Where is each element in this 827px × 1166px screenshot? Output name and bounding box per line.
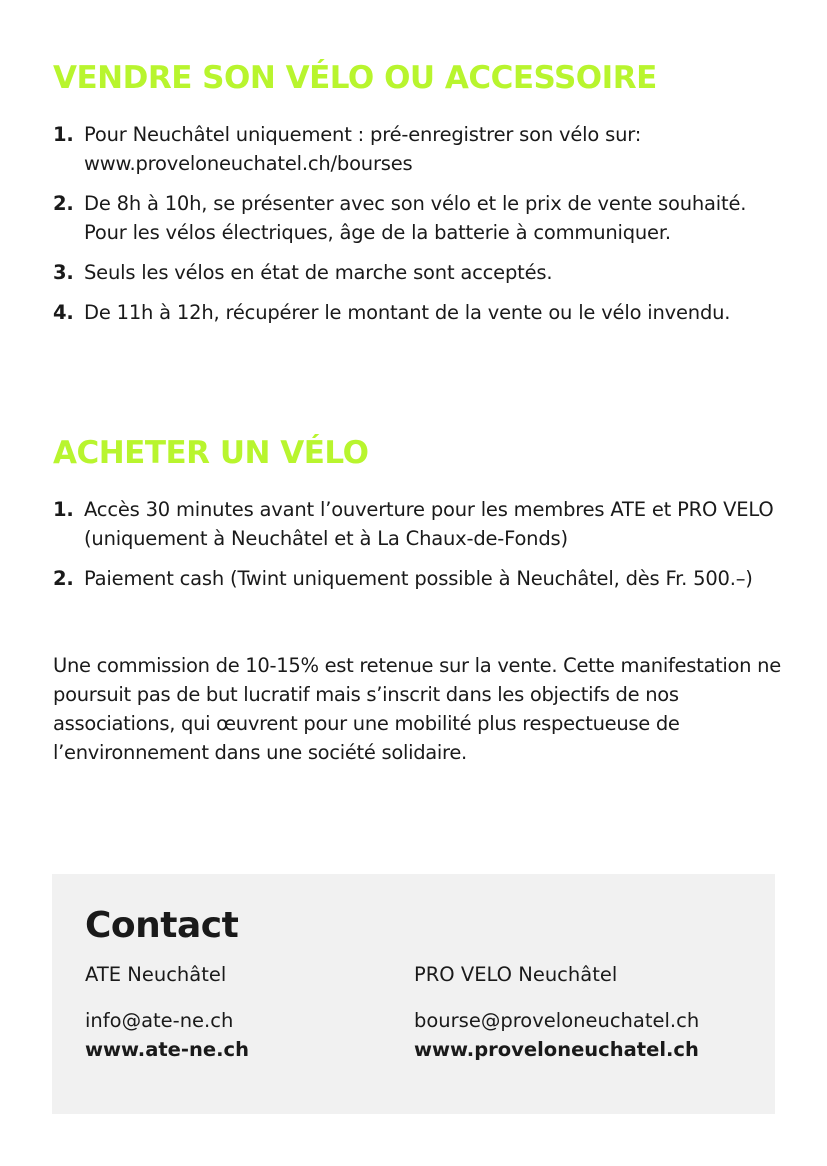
sell-section [53,58,783,327]
step-text: De 8h à 10h, se présenter avec son vélo et le prix de vente souhaité. Pour les vélos électriques, âge de la batterie à communiquer. [84,192,747,244]
contact-provelo-website-link[interactable]: www.proveloneuchatel.ch [414,1038,699,1061]
step-text: Accès 30 minutes avant l’ouverture pour les membres ATE et PRO VELO (uniquement à Neuchâtel et à La Chaux-de-Fonds) [84,498,774,550]
buy-section [53,433,783,593]
step-text: Pour Neuchâtel uniquement : pré-enregistrer son vélo sur: www.proveloneuchatel.ch/bourses [84,123,642,175]
contact-provelo-name: PRO VELO Neuchâtel [414,963,618,986]
step-number: 2. [53,192,74,215]
sell-heading: VENDRE SON VÉLO OU ACCESSOIRE [53,60,657,96]
contact-box [52,874,775,1114]
contact-ate-website-link[interactable]: www.ate-ne.ch [85,1038,249,1061]
contact-provelo [414,960,699,1064]
buy-heading: ACHETER UN VÉLO [53,435,369,471]
step-number: 2. [53,567,74,590]
buy-step-2 [53,564,783,593]
step-text: Paiement cash (Twint uniquement possible à Neuchâtel, dès Fr. 500.–) [84,567,753,590]
contact-ate [85,960,249,1064]
contact-title: Contact [85,905,239,946]
sell-step-3 [53,258,783,287]
sell-step-2 [53,189,783,247]
step-text: De 11h à 12h, récupérer le montant de la vente ou le vélo invendu. [84,301,731,324]
commission-paragraph: Une commission de 10-15% est retenue sur la vente. Cette manifestation ne poursuit pas de but lucratif mais s’inscrit dans les objectifs de nos associations, qui œuvrent pour une mobilité plus respectueuse de l’environnement dans une société solidaire. [53,654,781,764]
buy-step-1 [53,495,783,553]
buy-steps-list [53,495,783,593]
contact-provelo-email-link[interactable]: bourse@proveloneuchatel.ch [414,1009,700,1032]
step-number: 3. [53,261,74,284]
sell-step-4 [53,298,783,327]
sell-step-1 [53,120,783,178]
step-number: 1. [53,123,74,146]
step-text: Seuls les vélos en état de marche sont acceptés. [84,261,553,284]
step-number: 4. [53,301,74,324]
sell-steps-list [53,120,783,327]
step-number: 1. [53,498,74,521]
contact-ate-email-link[interactable]: info@ate-ne.ch [85,1009,234,1032]
contact-ate-name: ATE Neuchâtel [85,963,227,986]
